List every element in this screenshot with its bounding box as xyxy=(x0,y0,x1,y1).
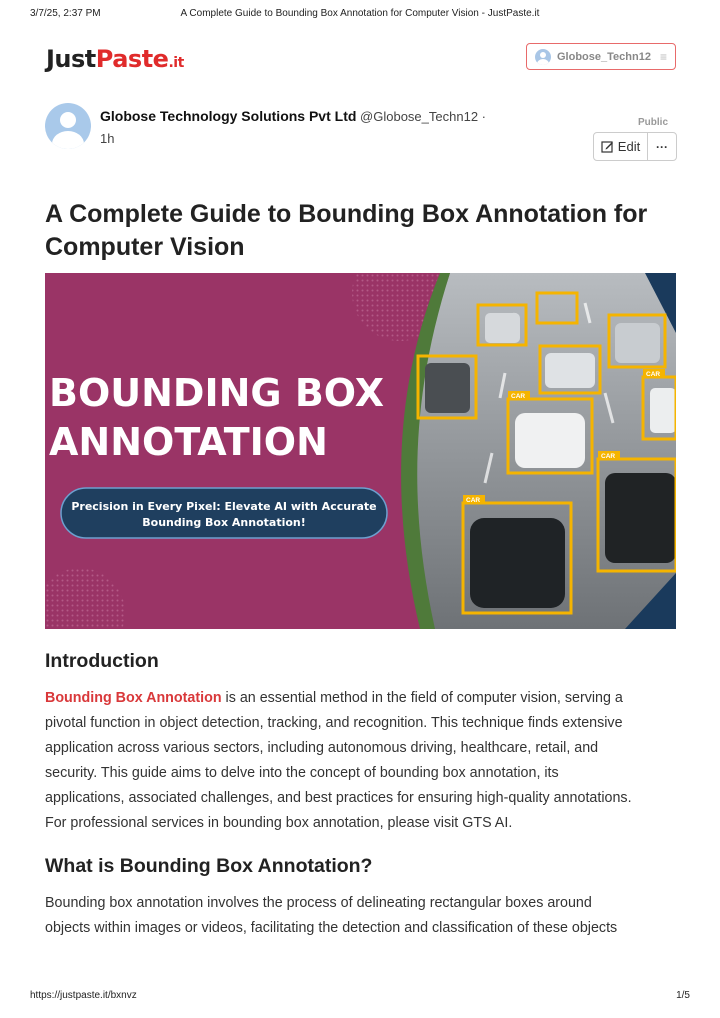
introduction-paragraph: Bounding Box Annotation is an essential method in the field of computer vision, serving a pivotal function in object detection, tracking, and recognition. This technique finds extensive application across various sectors, including autonomous driving, healthcare, retail, and security. This guide aims to delve into the concept of bounding box annotation, its applications, associated challenges, and best practices for ensuring high-quality annotations. For professional services in bounding box annotation, please visit GTS AI. xyxy=(45,690,632,831)
edit-icon xyxy=(601,140,614,153)
banner-tagline-line1: Precision in Every Pixel: Elevate AI with Accurate xyxy=(71,500,377,513)
edit-button[interactable] xyxy=(594,133,648,160)
bbox-label-car-3: CAR xyxy=(601,453,616,460)
banner-tagline-pill xyxy=(61,488,387,538)
author-name[interactable]: Globose Technology Solutions Pvt Ltd xyxy=(100,108,357,124)
hamburger-menu-icon: ≡ xyxy=(659,49,667,64)
bbox-label-car-1: CAR xyxy=(511,393,526,400)
article-banner-image xyxy=(45,273,676,629)
user-menu-username: Globose_Techn12 xyxy=(557,50,651,63)
section-heading-introduction: Introduction xyxy=(45,650,159,672)
banner-tagline-line2: Bounding Box Annotation! xyxy=(142,516,306,529)
author-handle[interactable]: @Globose_Techn12 · xyxy=(360,109,486,124)
print-date: 3/7/25, 2:37 PM xyxy=(30,8,101,19)
more-options-icon: ··· xyxy=(656,139,668,154)
posted-time: 1h xyxy=(100,131,115,146)
edit-button-label: Edit xyxy=(617,139,641,154)
author-avatar[interactable] xyxy=(45,103,91,149)
visibility-label: Public xyxy=(638,117,669,128)
justpaste-logo[interactable]: JustPaste.it xyxy=(46,45,184,73)
print-page-number: 1/5 xyxy=(676,990,690,1001)
user-menu-button[interactable] xyxy=(526,43,676,70)
banner-heading-line1: BOUNDING BOX xyxy=(49,371,385,415)
bounding-box-annotation-link[interactable]: Bounding Box Annotation xyxy=(45,690,222,706)
user-avatar-icon xyxy=(535,49,551,65)
what-is-paragraph: Bounding box annotation involves the process of delineating rectangular boxes around objects within images or videos, facilitating the detection and classification of these objects xyxy=(45,895,618,936)
article-title: A Complete Guide to Bounding Box Annotation for Computer Vision xyxy=(45,200,648,261)
print-header xyxy=(0,8,720,22)
bbox-label-car-2: CAR xyxy=(466,497,481,504)
post-actions xyxy=(593,132,677,161)
more-options-button[interactable] xyxy=(648,133,676,160)
print-document-title: A Complete Guide to Bounding Box Annotation for Computer Vision - JustPaste.it xyxy=(180,8,540,19)
bbox-label-car-4: CAR xyxy=(646,371,661,378)
print-url: https://justpaste.it/bxnvz xyxy=(30,990,137,1001)
banner-heading-line2: ANNOTATION xyxy=(49,420,328,464)
section-heading-what-is: What is Bounding Box Annotation? xyxy=(45,855,373,877)
author-line xyxy=(100,108,486,124)
